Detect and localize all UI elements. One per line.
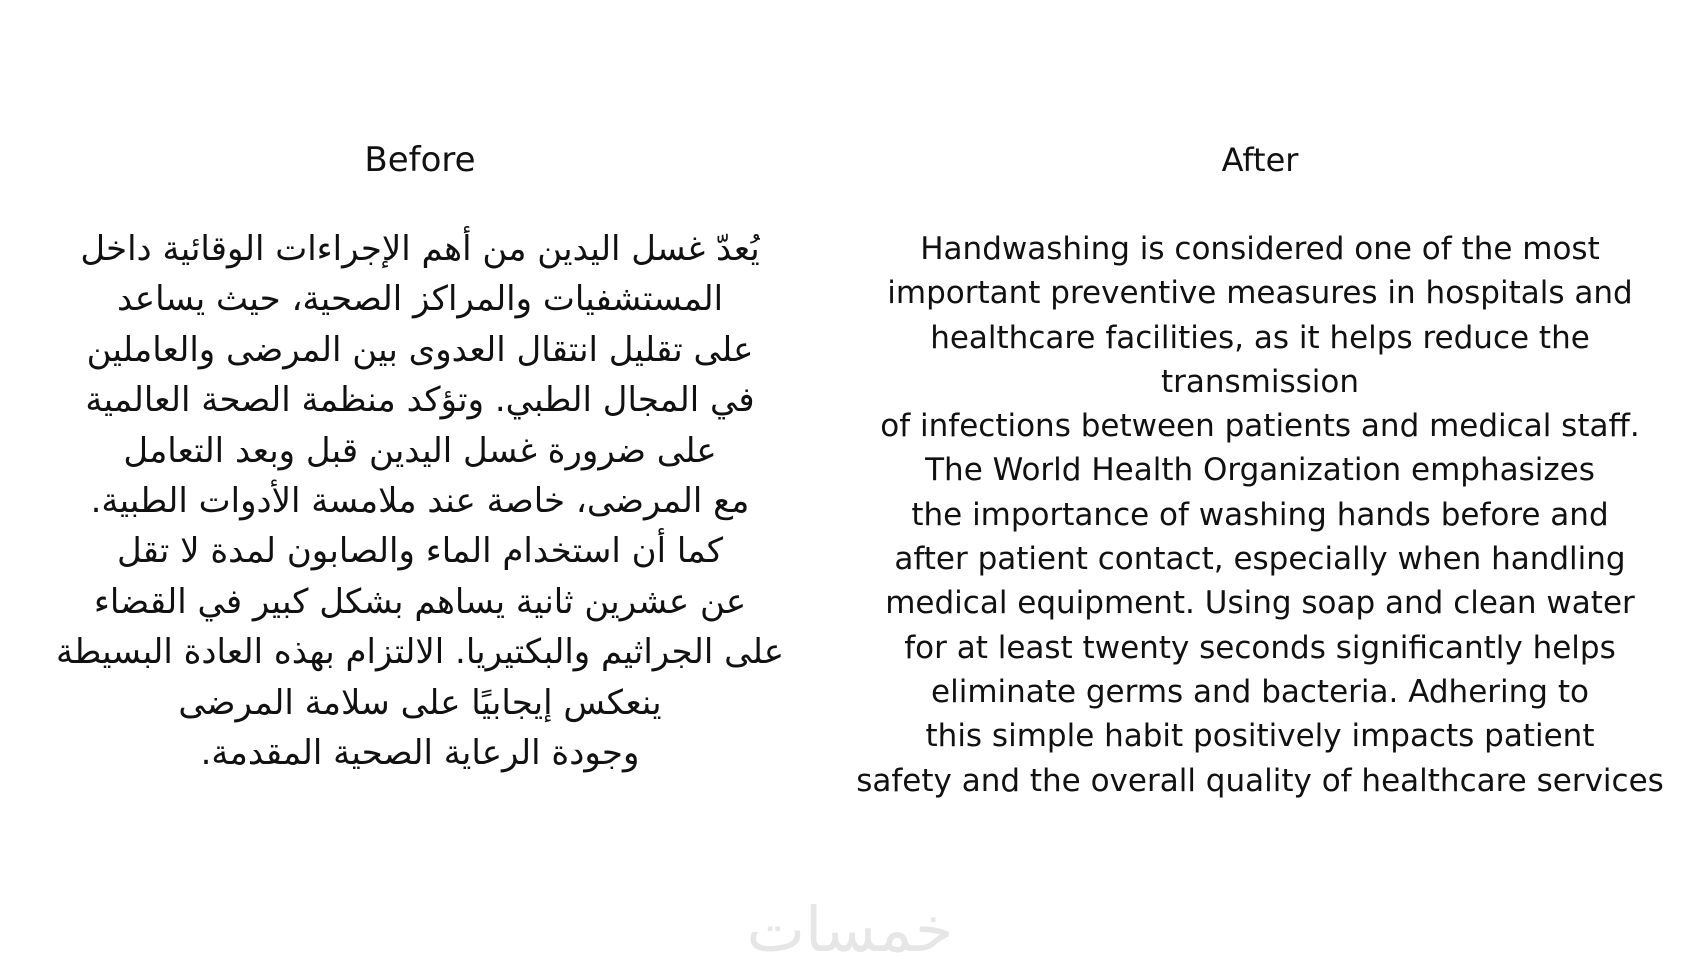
after-column [845, 140, 1675, 803]
after-heading: After [1221, 141, 1299, 179]
before-heading: Before [364, 140, 476, 180]
watermark-logo: خمسات [746, 893, 954, 966]
after-english-text: Handwashing is considered one of the most important preventive measures in hospitals and healthcare facilities, as it helps reduce the transmission of infections between patients and medical staff. The World Health Organization emphasizes the importance of washing hands before and after patient contact, especially when handling medical equipment. Using soap and clean water for at least twenty seconds significantly helps eliminate germs and bacteria. Adhering to this simple habit positively impacts patient safety and the overall quality of healthcare services [856, 231, 1664, 799]
before-arabic-text: يُعدّ غسل اليدين من أهم الإجراءات الوقائية داخل المستشفيات والمراكز الصحية، حيث يساعد على تقليل انتقال العدوى بين المرضى والعاملين في المجال الطبي. وتؤكد منظمة الصحة العالمية على ضرورة غسل اليدين قبل وبعد التعامل مع المرضى، خاصة عند ملامسة الأدوات الطبية. كما أن استخدام الماء والصابون لمدة لا تقل عن عشرين ثانية يساهم بشكل كبير في القضاء على الجراثيم والبكتيريا. الالتزام بهذه العادة البسيطة ينعكس إيجابيًا على سلامة المرضى وجودة الرعاية الصحية المقدمة. [55, 229, 784, 774]
before-column [20, 140, 820, 778]
